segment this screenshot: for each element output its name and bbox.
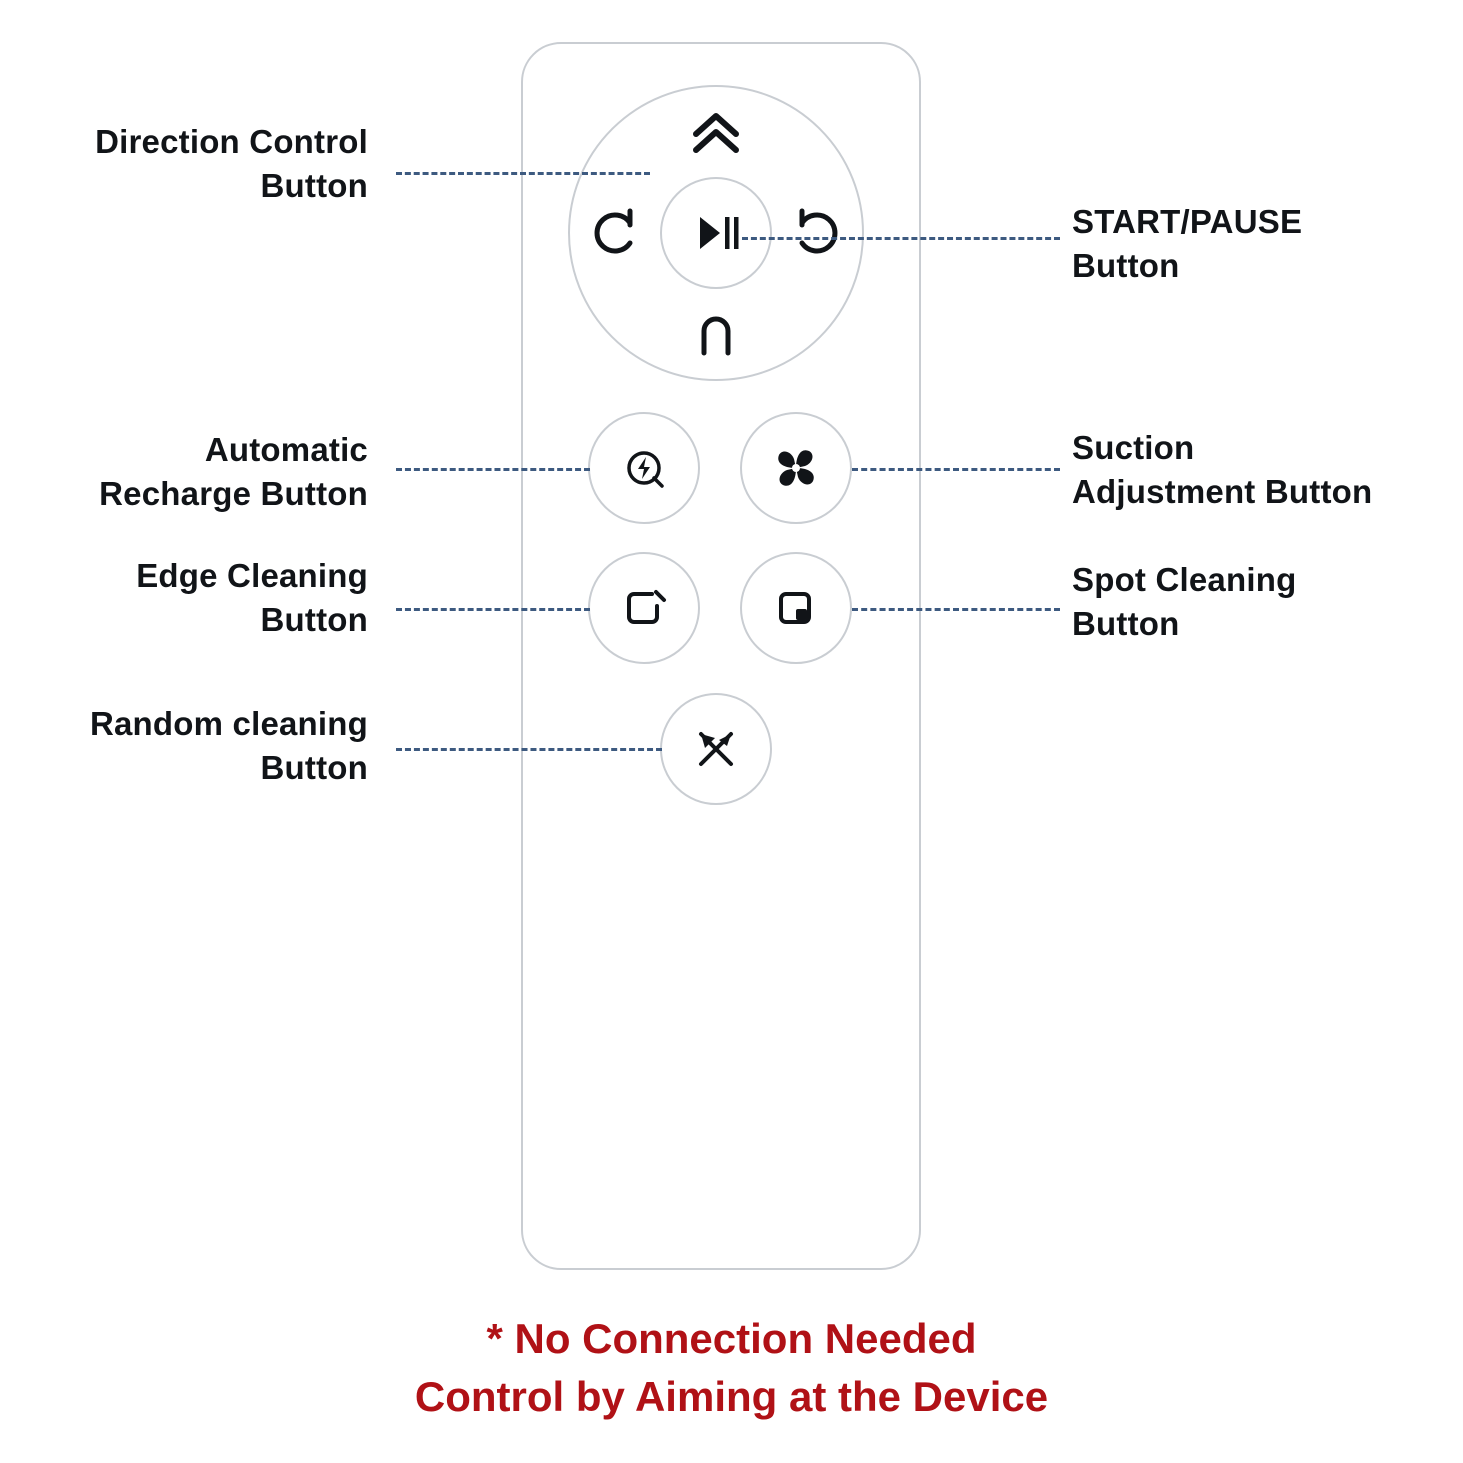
footer-note-line2: Control by Aiming at the Device [414, 1372, 1049, 1420]
zigzag-arrow-icon [662, 695, 770, 803]
label-auto-recharge [8, 428, 368, 515]
start-pause-button[interactable] [660, 177, 772, 289]
leader-line-edge [396, 608, 590, 611]
rotate-left-icon[interactable] [584, 203, 644, 263]
label-start-pause-line2: Button [1072, 246, 1180, 284]
label-suction-line2: Adjustment Button [1072, 472, 1373, 510]
auto-recharge-button[interactable] [588, 412, 700, 524]
footer-note [0, 1310, 1463, 1426]
leader-line-random [396, 748, 662, 751]
label-start-pause-line1: START/PAUSE [1072, 203, 1303, 240]
label-direction-control [8, 120, 368, 207]
double-chevron-up-icon[interactable] [686, 103, 746, 163]
edge-cleaning-button[interactable] [588, 552, 700, 664]
label-random-line1: Random cleaning [89, 705, 368, 742]
label-edge-line2: Button [260, 600, 368, 638]
rotate-right-icon[interactable] [788, 203, 848, 263]
leader-line-recharge [396, 468, 590, 471]
label-spot-line1: Spot Cleaning [1072, 561, 1297, 598]
label-direction-line2: Button [260, 166, 368, 204]
leader-line-suction [852, 468, 1060, 471]
leader-line-spot [852, 608, 1060, 611]
label-random-cleaning [0, 702, 368, 789]
label-suction-line1: Suction [1072, 429, 1195, 466]
footer-note-line1: * No Connection Needed [486, 1315, 977, 1362]
edge-square-icon [590, 554, 698, 662]
label-spot-cleaning [1072, 558, 1452, 645]
label-recharge-line1: Automatic [204, 431, 368, 468]
label-spot-line2: Button [1072, 604, 1180, 642]
label-direction-line1: Direction Control [95, 123, 368, 160]
play-pause-icon [662, 179, 770, 287]
spot-cleaning-button[interactable] [740, 552, 852, 664]
label-edge-line1: Edge Cleaning [136, 557, 368, 594]
label-start-pause [1072, 200, 1452, 287]
spot-square-icon [742, 554, 850, 662]
suction-adjustment-button[interactable] [740, 412, 852, 524]
random-cleaning-button[interactable] [660, 693, 772, 805]
label-edge-cleaning [8, 554, 368, 641]
charge-circle-icon [590, 414, 698, 522]
label-suction-adjustment [1072, 426, 1463, 513]
label-random-line2: Button [260, 748, 368, 786]
leader-line-direction [396, 172, 650, 175]
leader-line-start-pause [742, 237, 1060, 240]
label-recharge-line2: Recharge Button [99, 474, 368, 512]
fan-icon [742, 414, 850, 522]
u-turn-icon[interactable] [686, 305, 746, 365]
